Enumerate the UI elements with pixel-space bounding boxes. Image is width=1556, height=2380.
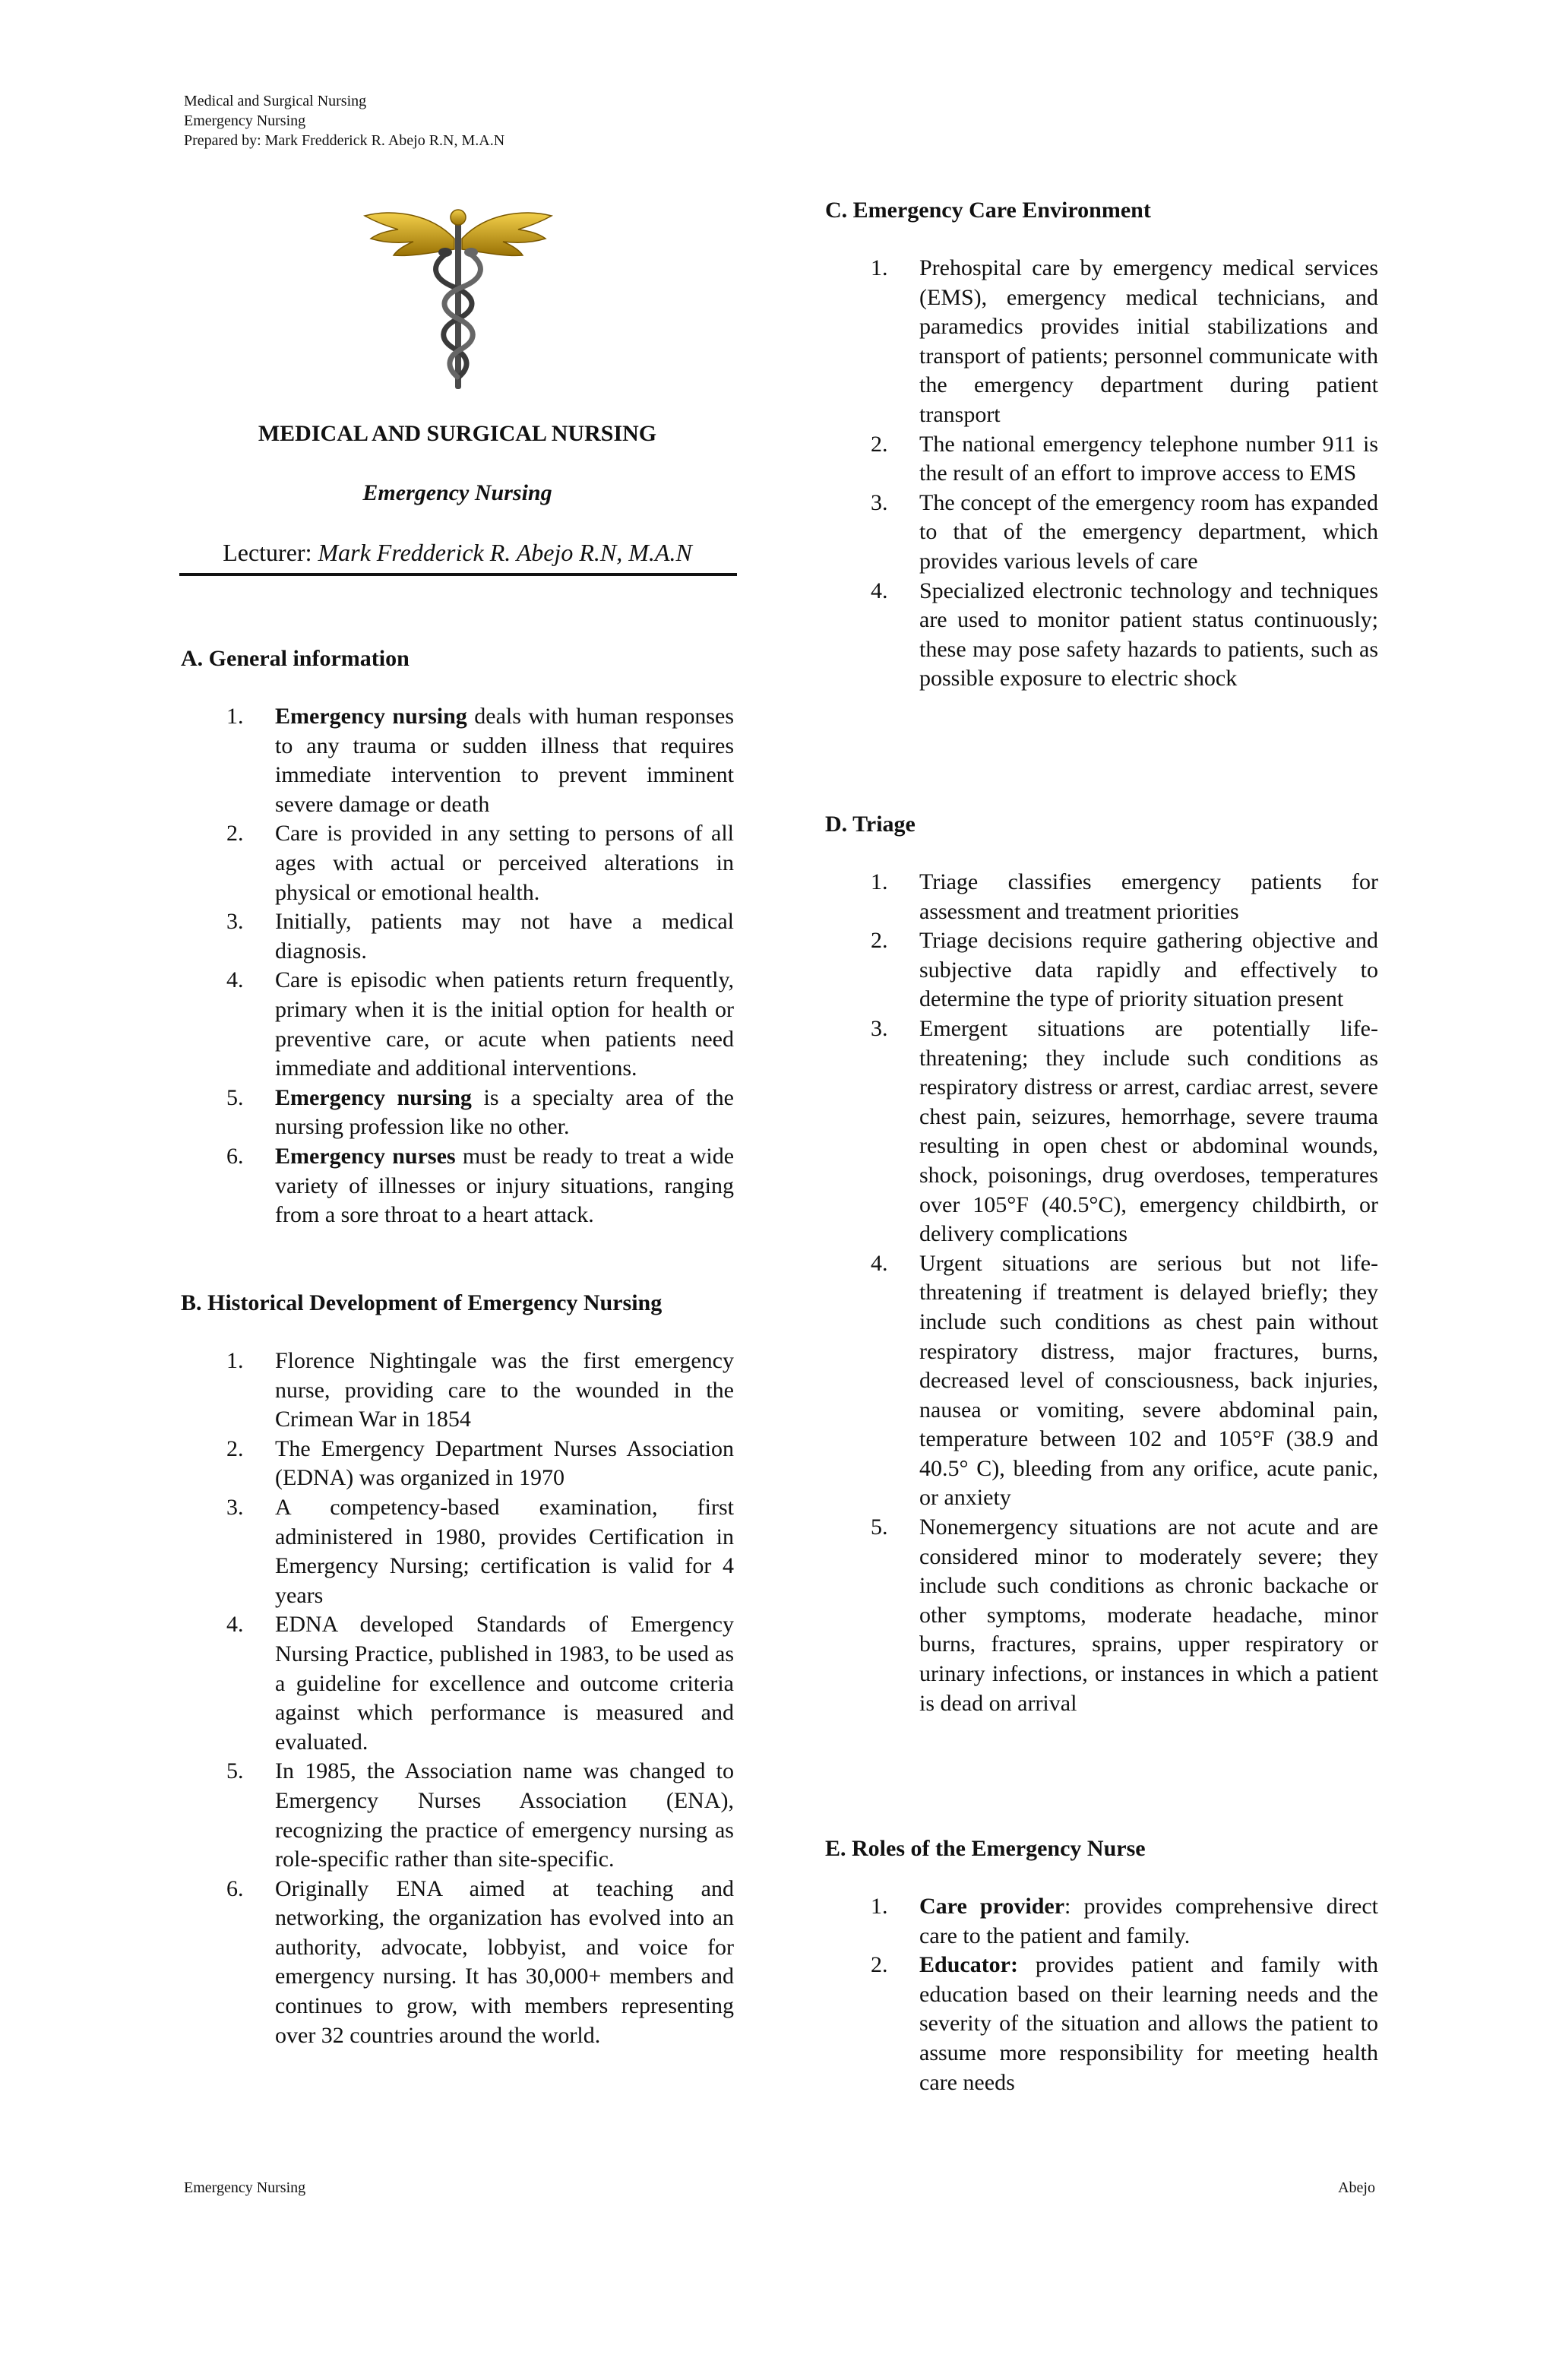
section-a-heading: A. General information bbox=[181, 646, 410, 671]
list-item bbox=[181, 819, 734, 907]
list-item bbox=[825, 868, 1378, 926]
list-item-text: Urgent situations are serious but not life-threatening if treatment is delayed briefly; they include such conditions as chest pain without respiratory distress, major fractures, burns, decreased level of consciousness, back injuries, nausea or vomiting, severe abdominal pain, temperature between 102 and 105°F (38.9 and 40.5° C), bleeding from any orifice, acute panic, or anxiety bbox=[919, 1250, 1378, 1511]
list-item-text: The concept of the emergency room has expanded to that of the emergency department, which provides various levels of care bbox=[919, 489, 1378, 574]
document-subtitle: Emergency Nursing bbox=[362, 480, 552, 505]
list-item-text: Florence Nightingale was the first emergency nurse, providing care to the wounded in the Crimean War in 1854 bbox=[275, 1348, 734, 1432]
list-item-term: Emergency nursing bbox=[275, 1084, 472, 1110]
list-item-text: Care is provided in any setting to persons of all ages with actual or perceived alterations in physical or emotional health. bbox=[275, 821, 734, 905]
list-item-text: In 1985, the Association name was changed to Emergency Nurses Association (ENA), recognizing the practice of emergency nursing as role-specific rather than site-specific. bbox=[275, 1758, 734, 1872]
header-author: Prepared by: Mark Fredderick R. Abejo R.N, M.A.N bbox=[184, 132, 505, 149]
list-number: 2. bbox=[226, 821, 244, 847]
list-item-text: A competency-based examination, first administered in 1980, provides Certification in Emergency Nursing; certification is valid for 4 years bbox=[275, 1494, 734, 1608]
section-e-heading: E. Roles of the Emergency Nurse bbox=[825, 1836, 1146, 1861]
list-item-text: Specialized electronic technology and techniques are used to monitor patient status continuously; these may pose safety hazards to patients, such as possible exposure to electric shock bbox=[919, 578, 1378, 692]
list-item-text: Prehospital care by emergency medical services (EMS), emergency medical technicians, and paramedics provides initial stabilizations and transport of patients; personnel communicate with the emergency department during patient transport bbox=[919, 255, 1378, 427]
list-number: 2. bbox=[871, 928, 888, 954]
list-item-term: Emergency nurses bbox=[275, 1143, 456, 1169]
section-b-heading: B. Historical Development of Emergency Nursing bbox=[181, 1290, 663, 1315]
list-item-text: : provides comprehensive direct care to the patient and family. bbox=[919, 1894, 1378, 1948]
list-item bbox=[825, 1892, 1378, 1951]
list-item bbox=[825, 430, 1378, 489]
list-item bbox=[181, 1084, 734, 1142]
caduceus-logo bbox=[363, 199, 553, 397]
section-c-heading: C. Emergency Care Environment bbox=[825, 198, 1151, 223]
staff bbox=[455, 220, 461, 389]
footer-left: Emergency Nursing bbox=[184, 2179, 306, 2196]
section-d-heading: D. Triage bbox=[825, 812, 916, 837]
list-item-text: Emergent situations are potentially life-threatening; they include such conditions as respiratory distress or arrest, cardiac arrest, severe chest pain, seizures, hemorrhage, severe trauma resulting in open chest or abdominal wounds, shock, poisonings, drug overdoses, temperatures over 105°F (40.5°C), emergency childbirth, or delivery complications bbox=[919, 1015, 1378, 1247]
list-number: 3. bbox=[871, 489, 888, 515]
list-number: 3. bbox=[871, 1015, 888, 1041]
section-d-list bbox=[825, 868, 1378, 1718]
section-e-list bbox=[825, 1892, 1378, 2097]
list-item bbox=[825, 1513, 1378, 1718]
header-course: Medical and Surgical Nursing bbox=[184, 93, 367, 109]
section-c-list bbox=[825, 254, 1378, 694]
list-item-text: The national emergency telephone number 911 is the result of an effort to improve access to EMS bbox=[919, 431, 1378, 486]
lecturer-label: Lecturer: bbox=[223, 539, 318, 566]
list-item-text: Originally ENA aimed at teaching and networking, the organization has evolved into an authority, advocate, lobbyist, and voice for emergency nursing. It has 30,000+ members and continues to grow, with members representing over 32 countries around the world. bbox=[275, 1875, 734, 2048]
lecturer-name: Mark Fredderick R. Abejo R.N, M.A.N bbox=[318, 539, 692, 566]
section-b-list bbox=[181, 1347, 734, 2050]
list-number: 2. bbox=[226, 1435, 244, 1461]
list-item-text: Initially, patients may not have a medical diagnosis. bbox=[275, 909, 734, 964]
list-number: 1. bbox=[226, 1348, 244, 1373]
title-divider bbox=[179, 573, 737, 576]
list-number: 1. bbox=[871, 1894, 888, 1919]
list-item-text: Nonemergency situations are not acute and are considered minor to moderately severe; they include such conditions as chronic backache or other symptoms, moderate headache, minor burns, fractures, sprains, upper respiratory or urinary infections, or instances in which a patient is dead on arrival bbox=[919, 1514, 1378, 1716]
list-item-text: The Emergency Department Nurses Association (EDNA) was organized in 1970 bbox=[275, 1435, 734, 1491]
list-item bbox=[825, 1249, 1378, 1513]
lecturer-line bbox=[181, 538, 734, 567]
list-item-text: provides patient and family with education based on their learning needs and the severity of the situation and allows the patient to assume more responsibility for meeting health care needs bbox=[919, 1952, 1378, 2095]
list-number: 5. bbox=[226, 1084, 244, 1110]
list-number: 3. bbox=[226, 1494, 244, 1520]
list-item-text: is a specialty area of the nursing profession like no other. bbox=[275, 1084, 734, 1140]
list-item bbox=[825, 254, 1378, 430]
list-item bbox=[825, 1014, 1378, 1249]
list-item-term: Emergency nursing bbox=[275, 704, 467, 729]
list-number: 1. bbox=[871, 255, 888, 280]
list-item bbox=[181, 1610, 734, 1757]
document-header bbox=[184, 91, 504, 150]
list-item-text: Triage classifies emergency patients for assessment and treatment priorities bbox=[919, 869, 1378, 924]
list-number: 4. bbox=[871, 1250, 888, 1276]
list-item bbox=[825, 577, 1378, 694]
list-item bbox=[181, 1875, 734, 2051]
list-item-text: Triage decisions require gathering objective and subjective data rapidly and effectively to determine the type of priority situation present bbox=[919, 928, 1378, 1012]
list-item bbox=[825, 1951, 1378, 2097]
list-number: 5. bbox=[226, 1758, 244, 1784]
list-number: 1. bbox=[871, 869, 888, 894]
list-number: 1. bbox=[226, 704, 244, 729]
list-item-text: EDNA developed Standards of Emergency Nursing Practice, published in 1983, to be used as a guideline for excellence and outcome criteria against which performance is measured and evaluated. bbox=[275, 1612, 734, 1755]
list-item bbox=[181, 1757, 734, 1874]
list-number: 5. bbox=[871, 1514, 888, 1540]
list-item-text: deals with human responses to any trauma or sudden illness that requires immediate intervention to prevent imminent severe damage or death bbox=[275, 704, 734, 817]
list-item bbox=[181, 1493, 734, 1610]
document-title: MEDICAL AND SURGICAL NURSING bbox=[258, 421, 657, 446]
list-number: 2. bbox=[871, 431, 888, 457]
list-item bbox=[825, 489, 1378, 577]
list-number: 3. bbox=[226, 909, 244, 935]
list-item bbox=[181, 966, 734, 1083]
header-topic: Emergency Nursing bbox=[184, 112, 306, 129]
list-number: 2. bbox=[871, 1952, 888, 1978]
list-number: 4. bbox=[226, 967, 244, 993]
list-number: 4. bbox=[226, 1612, 244, 1638]
list-number: 6. bbox=[226, 1875, 244, 1901]
list-item bbox=[181, 1142, 734, 1230]
list-number: 4. bbox=[871, 578, 888, 603]
list-item-text: Care is episodic when patients return frequently, primary when it is the initial option for health or preventive care, or acute when patients need immediate and additional interventions. bbox=[275, 967, 734, 1081]
list-item bbox=[181, 1435, 734, 1493]
footer-right: Abejo bbox=[1338, 2179, 1375, 2196]
list-item bbox=[825, 926, 1378, 1014]
section-a-list bbox=[181, 702, 734, 1230]
list-item-text: must be ready to treat a wide variety of illnesses or injury situations, ranging from a sore throat to a heart attack. bbox=[275, 1143, 735, 1228]
list-item-term: Educator: bbox=[919, 1952, 1018, 1978]
list-item bbox=[181, 907, 734, 966]
list-number: 6. bbox=[226, 1143, 244, 1169]
list-item bbox=[181, 1347, 734, 1435]
list-item bbox=[181, 702, 734, 819]
list-item-term: Care provider bbox=[919, 1894, 1065, 1919]
